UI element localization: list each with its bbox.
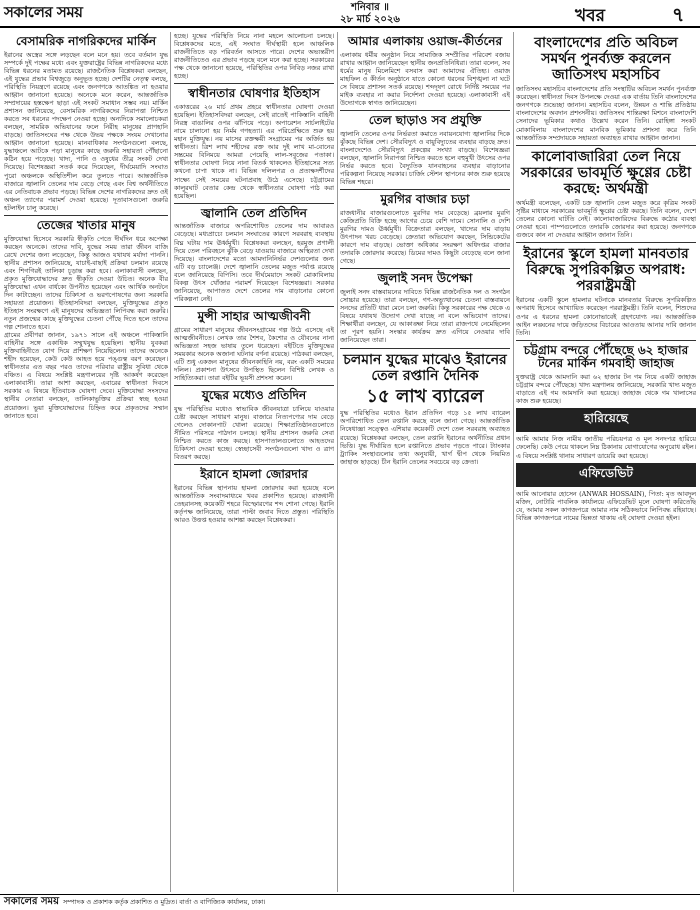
article-body: ইরানের একটি স্কুলে হামলার ঘটনাকে মানবতার বিরুদ্ধে সুপরিকল্পিত অপরাধ হিসেবে আখ্যায়িত করেছেন পররাষ্ট্রমন্ত্রী। তিনি বলেন, শিশুদের ওপর এ ধরনের হামলা কোনোভাবেই গ্রহণযোগ্য নয়। আন্তর্জাতিক আইন লঙ্ঘনের দায়ে জড়িতদের বিচারের আওতায় আনার দাবি জানান তিনি। xyxy=(516,296,696,337)
column-4 xyxy=(516,32,696,894)
article-headline: ইরানের স্কুলে হামলা মানবতার বিরুদ্ধে সুপরিকল্পিত অপরাধ: পররাষ্ট্রমন্ত্রী xyxy=(523,246,689,295)
article-headline-highlight: ১৫ লাখ ব্যারেল xyxy=(366,385,484,407)
article-body: গ্রামের প্রবীণরা জানান, ১৯৭১ সালে এই অঞ্চলে পাকিস্তানি বাহিনীর সঙ্গে একাধিক সম্মুখযুদ্ধ হয়েছিল। স্থানীয় যুবকরা মুক্তিবাহিনীতে যোগ দিয়ে প্রশিক্ষণ নিয়েছিলেন। তাদের অনেকে শহীদ হয়েছেন, কেউ কেউ আহত হয়ে পঙ্গুত্ব বরণ করেছেন। স্বাধীনতার এত বছর পরও তাদের পরিবার রাষ্ট্রীয় সুবিধা থেকে বঞ্চিত। এ বিষয়ে সংশ্লিষ্ট মন্ত্রণালয়ের দৃষ্টি আকর্ষণ করেছেন এলাকাবাসী। তারা আশা করছেন, এবারের স্বাধীনতা দিবসে সরকার এ বিষয়ে ইতিবাচক ঘোষণা দেবে। মুক্তিযোদ্ধা সংসদের স্থানীয় নেতারা বলছেন, তালিকাভুক্তির প্রক্রিয়া স্বচ্ছ হওয়া প্রয়োজন। ভুয়া মুক্তিযোদ্ধাদের চিহ্নিত করে প্রকৃতদের সম্মান জানাতে হবে। xyxy=(4,331,168,420)
article-headline: আমার এলাকায় ওয়াজ-কীর্তনের xyxy=(347,34,503,48)
divider xyxy=(174,83,334,84)
divider xyxy=(174,385,334,386)
article-headline: কালোবাজারিরা তেল নিয়ে সরকারের ভাবমূর্তি ক্ষুণ্ণের চেষ্টা করছে: অর্থমন্ত্রী xyxy=(520,148,692,197)
footer-logo: সকালের সময় xyxy=(4,896,60,907)
column-3 xyxy=(340,32,510,894)
imprint-text: সম্পাদক ও প্রকাশক কর্তৃক প্রকাশিত ও মুদ্রিত। বার্তা ও বাণিজ্যিক কার্যালয়, ঢাকা। xyxy=(63,898,266,906)
divider xyxy=(516,145,696,146)
article-body: যুদ্ধ পরিস্থিতির মধ্যেও স্বাভাবিক জীবনযাত্রা চালিয়ে যাওয়ার চেষ্টা করছেন সাধারণ মানুষ। বাজারে নিত্যপণ্যের দাম বেড়ে গেলেও দোকানপাট খোলা রয়েছে। শিক্ষাপ্রতিষ্ঠানগুলোতে সীমিত পরিসরে পাঠদান চলছে। স্থানীয় প্রশাসন জরুরি সেবা নিশ্চিত করতে কাজ করছে। হাসপাতালগুলোতে আহতদের চিকিৎসা দেওয়া হচ্ছে। স্বেচ্ছাসেবী সংগঠনগুলো খাদ্য ও ত্রাণ বিতরণ করছে। xyxy=(174,404,334,462)
section-title: খবর xyxy=(575,6,605,26)
article-headline: তেজের খাতার মানুষ xyxy=(36,217,136,232)
divider xyxy=(340,348,510,349)
footer xyxy=(0,894,700,910)
article-body: ইরানের অস্ত্রের সঙ্গে লড়ছেন বলে মনে হয়। তবে বর্তমান যুদ্ধ সম্পর্কে দুই পক্ষের মধ্যে এবং যুক্তরাষ্ট্রের বিভিন্ন নাগরিকদের মধ্যে বিভিন্ন ধরনের মতামত রয়েছে। রাজনৈতিক বিশ্লেষকরা বলছেন, এই যুদ্ধের প্রভাব বিশ্বজুড়ে অনুভূত হচ্ছে। দেশটির নেতৃত্ব বলছে, পরিস্থিতি নিয়ন্ত্রণে রয়েছে এবং জনগণকে আতঙ্কিত না হওয়ার আহ্বান জানানো হয়েছে। অনেকে মনে করেন, আন্তর্জাতিক সম্প্রদায়ের হস্তক্ষেপ ছাড়া এই সংকট সমাধান সম্ভব নয়। মার্কিন প্রশাসন জানিয়েছে, বেসামরিক নাগরিকদের নিরাপত্তা নিশ্চিত করতে সব ধরনের পদক্ষেপ নেওয়া হচ্ছে। অন্যদিকে সমালোচকরা বলছেন, সামরিক অভিযানের ফলে নিরীহ মানুষের প্রাণহানি বাড়ছে। জাতিসংঘের পক্ষ থেকে উভয় পক্ষকে সংযম দেখানোর আহ্বান জানানো হয়েছে। মানবাধিকার সংগঠনগুলো বলছে, যুদ্ধাঞ্চলে আটকে পড়া মানুষের কাছে জরুরি সহায়তা পৌঁছানো কঠিন হয়ে পড়েছে। খাদ্য, পানি ও ওষুধের তীব্র সংকট দেখা দিয়েছে। বিশেষজ্ঞরা সতর্ক করে দিয়েছেন, দীর্ঘমেয়াদি সংঘাত পুরো অঞ্চলকে অস্থিতিশীল করে তুলতে পারে। আন্তর্জাতিক বাজারে জ্বালানি তেলের দাম বেড়ে গেছে এবং বিশ্ব অর্থনীতিতে এর নেতিবাচক প্রভাব পড়ছে। বিভিন্ন দেশের নাগরিকদের দ্রুত ওই অঞ্চল ত্যাগের পরামর্শ দেওয়া হয়েছে। দূতাবাসগুলো জরুরি হটলাইন চালু করেছে। xyxy=(4,50,168,212)
article-body: আন্তর্জাতিক বাজারে অপরিশোধিত তেলের দাম আবারও বেড়েছে। মধ্যপ্রাচ্যে চলমান সংঘাতের কারণে সরবরাহ ব্যবস্থায় বিঘ্ন ঘটায় দাম ঊর্ধ্বমুখী। বিশ্লেষকরা বলছেন, হরমুজ প্রণালী দিয়ে তেল পরিবহনে ঝুঁকি বেড়ে যাওয়ায় বাজারে অস্থিরতা দেখা দিয়েছে। বাংলাদেশের মতো আমদানিনির্ভর দেশগুলোর জন্য এটি বড় চ্যালেঞ্জ। দেশে জ্বালানি তেলের মজুত পর্যাপ্ত রয়েছে বলে জানিয়েছে বিপিসি। তবে দীর্ঘমেয়াদে সংকট মোকাবিলায় বিকল্প উৎস খোঁজার পরামর্শ দিয়েছেন বিশেষজ্ঞরা। সরকার জানিয়েছে, আপাতত দেশে তেলের দাম বাড়ানোর কোনো পরিকল্পনা নেই। xyxy=(174,222,334,303)
column-divider xyxy=(513,32,514,892)
article-body: এলাকায় ধর্মীয় অনুষ্ঠান নিয়ে সামাজিক সম্প্রীতির পরিবেশ বজায় রাখার আহ্বান জানিয়েছেন স্থানীয় জনপ্রতিনিধিরা। তারা বলেন, সব ধর্মের মানুষ মিলেমিশে বসবাস করা আমাদের ঐতিহ্য। ওয়াজ মাহফিল ও কীর্তন অনুষ্ঠানে যাতে কোনো ধরনের বিশৃঙ্খলা না ঘটে সে বিষয়ে প্রশাসন সতর্ক রয়েছে। শব্দদূষণ রোধে নির্দিষ্ট সময়ের পর মাইক ব্যবহার না করার নির্দেশনা দেওয়া হয়েছে। এলাকাবাসী এই উদ্যোগকে স্বাগত জানিয়েছেন। xyxy=(340,50,510,108)
divider xyxy=(516,340,696,341)
issue-date xyxy=(300,2,440,26)
article-headline: চলমান যুদ্ধের মাঝেও ইরানের তেল রপ্তানি দৈনিক xyxy=(343,351,507,384)
article-headline: বেসামরিক নাগরিকদের মার্কিন xyxy=(15,34,157,48)
divider xyxy=(340,268,510,269)
article-headline: স্বাধীনতার ঘোষণার ইতিহাস xyxy=(188,86,320,101)
page-number: ৭ xyxy=(672,4,685,26)
divider xyxy=(340,110,510,111)
article-body: জুলাই সনদ বাস্তবায়নের দাবিতে বিভিন্ন রাজনৈতিক দল ও সংগঠন সোচ্চার হয়েছে। তারা বলছেন, গণ-অভ্যুত্থানের চেতনা বাস্তবায়নে সনদের প্রতিটি ধারা মেনে চলা জরুরি। কিন্তু সরকারের পক্ষ থেকে এ বিষয়ে যথাযথ উদ্যোগ দেখা যাচ্ছে না বলে অভিযোগ তাদের। শিক্ষার্থীরা বলছেন, যে আকাঙ্ক্ষা নিয়ে তারা রাজপথে নেমেছিলেন তা পূরণ হয়নি। সংস্কার কার্যক্রম দ্রুত এগিয়ে নেওয়ার দাবি জানিয়েছেন তারা। xyxy=(340,288,510,345)
divider xyxy=(516,242,696,243)
issue-date-text: ২৮ মার্চ ২০২৬ xyxy=(340,14,400,25)
article-body: জাতিসংঘ মহাসচিব বাংলাদেশের প্রতি সংস্থাটির অবিচল সমর্থন পুনর্ব্যক্ত করেছেন। স্বাধীনতা দিবস উপলক্ষে দেওয়া এক বার্তায় তিনি বাংলাদেশের জনগণকে শুভেচ্ছা জানান। মহাসচিব বলেন, উন্নয়ন ও শান্তি প্রতিষ্ঠায় বাংলাদেশের অবদান প্রশংসনীয়। জাতিসংঘ শান্তিরক্ষা মিশনে বাংলাদেশি সেনাদের ভূমিকার কথাও উল্লেখ করেন তিনি। রোহিঙ্গা সংকট মোকাবিলায় বাংলাদেশের মানবিক ভূমিকার প্রশংসা করে তিনি আন্তর্জাতিক সম্প্রদায়কে সহায়তা অব্যাহত রাখার আহ্বান জানান। xyxy=(516,85,696,142)
article-body: অর্থমন্ত্রী বলেছেন, একটি চক্র জ্বালানি তেল মজুত করে কৃত্রিম সংকট সৃষ্টির মাধ্যমে সরকারের ভাবমূর্তি ক্ষুণ্ণের চেষ্টা করছে। তিনি বলেন, দেশে তেলের কোনো ঘাটতি নেই। কালোবাজারিদের বিরুদ্ধে কঠোর ব্যবস্থা নেওয়া হবে। পাম্পগুলোতে তদারকি জোরদার করা হয়েছে। জনগণকে গুজবে কান না দেওয়ার আহ্বান জানান তিনি। xyxy=(516,198,696,240)
divider xyxy=(174,203,334,204)
article-body: মুক্তিযোদ্ধা হিসেবে সরকারি স্বীকৃতি পেতে দীর্ঘদিন ধরে অপেক্ষা করছেন অনেকে। তাদের দাবি, যুদ্ধের সময় তারা জীবন বাজি রেখে দেশের জন্য লড়েছেন, কিন্তু আজও যথাযথ মর্যাদা পাননি। স্থানীয় প্রশাসন জানিয়েছে, যাচাই-বাছাই প্রক্রিয়া চলমান রয়েছে এবং শিগগিরই তালিকা চূড়ান্ত করা হবে। এলাকাবাসী বলছেন, প্রকৃত মুক্তিযোদ্ধাদের দ্রুত স্বীকৃতি দেওয়া উচিত। অনেক বীর মুক্তিযোদ্ধা এখন বার্ধক্যে উপনীত হয়েছেন এবং আর্থিক অনটনে দিন কাটাচ্ছেন। তাদের চিকিৎসা ও ভরণপোষণের জন্য সরকারি সহায়তা প্রয়োজন। ইতিহাসবিদরা বলছেন, মুক্তিযুদ্ধের প্রকৃত ইতিহাস সংরক্ষণে এই মানুষদের অভিজ্ঞতা লিপিবদ্ধ করা জরুরি। নতুন প্রজন্মের কাছে মুক্তিযুদ্ধের চেতনা পৌঁছে দিতে হলে তাদের গল্প শোনাতে হবে। xyxy=(4,234,168,332)
column-2 xyxy=(174,32,334,894)
divider xyxy=(174,306,334,307)
classified-heading: হারিয়েছে xyxy=(516,408,696,432)
article-body: যুক্তরাষ্ট্র থেকে আমদানি করা ৬২ হাজার টন গম নিয়ে একটি জাহাজ চট্টগ্রাম বন্দরে পৌঁছেছে। খাদ্য মন্ত্রণালয় জানিয়েছে, সরকারি খাদ্য মজুত বাড়াতে এই গম আমদানি করা হয়েছে। জাহাজ থেকে গম খালাসের কাজ শুরু হয়েছে। xyxy=(516,373,696,406)
column-1 xyxy=(4,32,168,894)
article-headline: মুরগির বাজার চড়া xyxy=(380,192,470,207)
column-divider xyxy=(337,32,338,892)
issue-day: শনিবার ॥ xyxy=(351,2,389,13)
article-body: ইরানের বিভিন্ন স্থাপনায় হামলা জোরদার করা হয়েছে বলে আন্তর্জাতিক সংবাদমাধ্যমে খবর প্রকাশিত হয়েছে। রাজধানী তেহরানসহ কয়েকটি শহরে বিস্ফোরণের শব্দ শোনা গেছে। ইরানি কর্তৃপক্ষ জানিয়েছে, তারা পাল্টা জবাব দিতে প্রস্তুত। পরিস্থিতি আরও উত্তপ্ত হওয়ার আশঙ্কা করছেন বিশ্লেষকরা। xyxy=(174,483,334,525)
classified-body: আমি আমার নিজ নামীয় জাতীয় পরিচয়পত্র ও মূল সনদপত্র হারিয়ে ফেলেছি। কেউ পেয়ে থাকলে নিম্ন ঠিকানায় যোগাযোগের অনুরোধ রইল। এ বিষয়ে সংশ্লিষ্ট থানায় সাধারণ ডায়েরি করা হয়েছে। xyxy=(516,435,696,460)
article-headline: জ্বালানি তেল প্রতিদিন xyxy=(201,205,307,220)
article-body: একাত্তরের ২৬ মার্চ প্রথম প্রহরে স্বাধীনতার ঘোষণা দেওয়া হয়েছিল। ইতিহাসবিদরা বলছেন, সেই রাতেই পাকিস্তানি বাহিনী নিরস্ত্র বাঙালির ওপর ঝাঁপিয়ে পড়ে। অপারেশন সার্চলাইটের নামে চালানো হয় নির্মম গণহত্যা। এর পরিপ্রেক্ষিতে শুরু হয় মহান মুক্তিযুদ্ধ। নয় মাসের রক্তক্ষয়ী সংগ্রামের পর অর্জিত হয় স্বাধীনতা। ত্রিশ লাখ শহীদের রক্ত আর দুই লাখ মা-বোনের সম্ভ্রমের বিনিময়ে আমরা পেয়েছি লাল-সবুজের পতাকা। স্বাধীনতার ঘোষণা নিয়ে নানা বিতর্ক থাকলেও ইতিহাসের সত্য কখনো চাপা থাকে না। বিভিন্ন দলিলপত্র ও প্রত্যক্ষদর্শীদের সাক্ষ্যে সেই সময়ের ঘটনাপ্রবাহ উঠে এসেছে। চট্টগ্রামের কালুরঘাট বেতার কেন্দ্র থেকে স্বাধীনতার ঘোষণা পাঠ করা হয়েছিল। xyxy=(174,103,334,200)
article-headline: মুন্সী সাহার আত্মজীবনী xyxy=(197,308,311,323)
newspaper-logo: সকালের সময় xyxy=(4,2,83,21)
divider xyxy=(340,189,510,190)
divider xyxy=(4,215,168,216)
masthead xyxy=(0,0,700,28)
article-body: যুদ্ধ পরিস্থিতির মধ্যেও ইরান প্রতিদিন গড়ে ১৫ লাখ ব্যারেল অপরিশোধিত তেল রপ্তানি করছে বলে জানা গেছে। আন্তর্জাতিক নিষেধাজ্ঞা সত্ত্বেও এশিয়ার কয়েকটি দেশে তেল সরবরাহ অব্যাহত রয়েছে। বিশ্লেষকরা বলছেন, তেল রপ্তানি ইরানের অর্থনীতির প্রধান ভিত্তি। যুদ্ধ দীর্ঘায়িত হলে রপ্তানিতে প্রভাব পড়তে পারে। ট্যাংকার ট্র্যাকিং সংস্থাগুলোর তথ্য অনুযায়ী, খার্গ দ্বীপ থেকে নিয়মিত জাহাজ ছাড়ছে। চীন ইরানি তেলের সবচেয়ে বড় ক্রেতা। xyxy=(340,409,510,466)
article-body: জ্বালানি তেলের ওপর নির্ভরতা কমাতে নবায়নযোগ্য জ্বালানির দিকে ঝুঁকছে বিভিন্ন দেশ। সৌরবিদ্যুৎ ও বায়ুবিদ্যুতের ব্যবহার বাড়ছে দ্রুত। বাংলাদেশেও সৌরবিদ্যুৎ প্রকল্পের সংখ্যা বাড়ছে। বিশেষজ্ঞরা বলছেন, জ্বালানি নিরাপত্তা নিশ্চিত করতে হলে বহুমুখী উৎসের ওপর নির্ভর করতে হবে। বৈদ্যুতিক যানবাহনের ব্যবহার বাড়ানোর পরিকল্পনা নিয়েছে সরকার। চার্জিং স্টেশন স্থাপনের কাজ শুরু হয়েছে বিভিন্ন শহরে। xyxy=(340,129,510,187)
classified-heading: এফিডেভিট xyxy=(516,463,696,487)
column-divider xyxy=(170,32,171,892)
article-body: হচ্ছে। যুদ্ধের পরিস্থিতি নিয়ে নানা মহলে আলোচনা চলছে। বিশ্লেষকদের মতে, এই সংঘাত দীর্ঘস্থায়ী হলে আঞ্চলিক রাজনীতিতে বড় পরিবর্তন আসতে পারে। দেশের অভ্যন্তরীণ রাজনীতিতেও এর প্রভাব পড়ছে বলে মনে করা হচ্ছে। সরকারের পক্ষ থেকে জানানো হয়েছে, পরিস্থিতির ওপর নিবিড় নজর রাখা হচ্ছে। xyxy=(174,32,334,81)
article-headline: বাংলাদেশের প্রতি অবিচল সমর্থন পুনর্ব্যক্ত করলেন জাতিসংঘ মহাসচিব xyxy=(534,35,678,84)
article-headline: তেল ছাড়াও সব প্রযুক্তি xyxy=(368,113,482,128)
article-headline: জুলাই সনদ উপেক্ষা xyxy=(377,271,473,286)
classified-body: আমি আনোয়ার হোসেন (ANWAR HOSSAIN), পিতা: মৃত আবদুল মজিদ, নোটারি পাবলিক কার্যালয়ে এফিডেভিট মূলে ঘোষণা করিতেছি যে, আমার সকল কাগজপত্রে আমার নাম সঠিকভাবে লিপিবদ্ধ রহিয়াছে। বিভিন্ন কাগজপত্রে নামের ভিন্নতা থাকায় এই ঘোষণা দেওয়া হইল। xyxy=(516,489,696,522)
article-headline: ইরানে হামলা জোরদার xyxy=(200,467,308,482)
article-body: গ্রামের সাধারণ মানুষের জীবনসংগ্রামের গল্প উঠে এসেছে এই আত্মজীবনীতে। লেখক তার শৈশব, কৈশোর ও যৌবনের নানা অভিজ্ঞতা সহজ ভাষায় তুলে ধরেছেন। বইটিতে মুক্তিযুদ্ধের সময়কার অনেক অজানা ঘটনার বর্ণনা রয়েছে। পাঠকরা বলছেন, এটি শুধু একজন মানুষের জীবনকাহিনি নয়, বরং একটি সময়ের দলিল। প্রকাশনা উৎসবে উপস্থিত ছিলেন বিশিষ্ট লেখক ও সাহিত্যিকরা। তারা বইটির ভূয়সী প্রশংসা করেন। xyxy=(174,325,334,382)
divider xyxy=(174,464,334,465)
article-body: রাজধানীর বাজারগুলোতে মুরগির দাম বেড়েছে। ব্রয়লার মুরগি কেজিপ্রতি বিক্রি হচ্ছে আগের চেয়ে বেশি দামে। সোনালি ও দেশি মুরগির দামও ঊর্ধ্বমুখী। বিক্রেতারা বলছেন, খাদ্যের দাম বাড়ায় উৎপাদন খরচ বেড়েছে। ক্রেতারা অভিযোগ করছেন, সিন্ডিকেটের কারণে দাম বাড়ছে। ভোক্তা অধিকার সংরক্ষণ অধিদপ্তর বাজার তদারকি জোরদার করেছে। ডিমের দামও কিছুটা বেড়েছে বলে জানা গেছে। xyxy=(340,209,510,266)
article-headline: চট্টগ্রাম বন্দরে পৌঁছেছে ৬২ হাজার টনের মার্কিন গমবাহী জাহাজ xyxy=(523,342,689,371)
article-headline: যুদ্ধের মধ্যেও প্রতিদিন xyxy=(201,388,307,403)
